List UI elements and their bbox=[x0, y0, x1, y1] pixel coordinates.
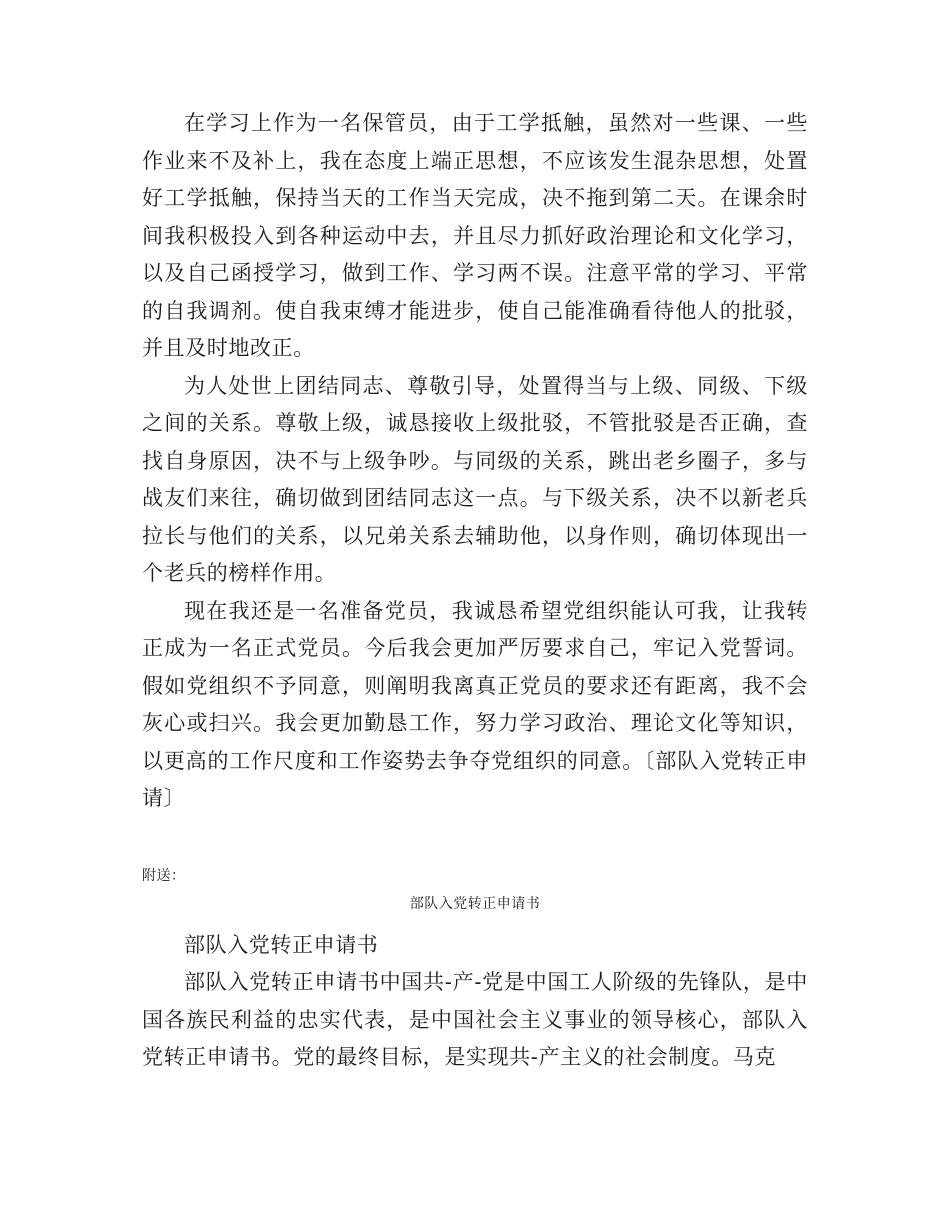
section-spacer bbox=[142, 818, 808, 866]
section-title: 部队入党转正申请书 bbox=[184, 932, 379, 957]
body-paragraph-conclusion: 现在我还是一名准备党员，我诚恳希望党组织能认可我，让我转正成为一名正式党员。今后我会更加严厉要求自己，牢记入党誓词。假如党组织不予同意，则阐明我离真正党员的要求还有距离，我不会灰心或扫兴。我会更加勤恳工作，努力学习政治、理论文化等知识，以更高的工作尺度和工作姿势去争夺党组织的同意。〔部队入党转正申请〕 bbox=[142, 598, 808, 810]
body-paragraph-study: 在学习上作为一名保管员，由于工学抵触，虽然对一些课、一些作业来不及补上，我在态度上端正思想，不应该发生混杂思想，处置好工学抵触，保持当天的工作当天完成，决不拖到第二天。在课余时间我积极投入到各种运动中去，并且尽力抓好政治理论和文化学习，以及自己函授学习，做到工作、学习两不误。注意平常的学习、平常的自我调剂。使自我束缚才能进步，使自己能准确看待他人的批驳，并且及时地改正。 bbox=[142, 111, 808, 360]
attachment-title: 部队入党转正申请书 bbox=[409, 895, 541, 912]
attachment-label: 附送： bbox=[142, 867, 186, 884]
document-page bbox=[142, 105, 808, 1077]
section-paragraph: 部队入党转正申请书中国共-产-党是中国工人阶级的先锋队，是中国各族民利益的忠实代表，是中国社会主义事业的领导核心，部队入党转正申请书。党的最终目标，是实现共-产主义的社会制度。马克 bbox=[142, 970, 808, 1069]
body-paragraph-relations: 为人处世上团结同志、尊敬引导，处置得当与上级、同级、下级之间的关系。尊敬上级，诚恳接收上级批驳，不管批驳是否正确，查找自身原因，决不与上级争吵。与同级的关系，跳出老乡圈子，多与战友们来往，确切做到团结同志这一点。与下级关系，决不以新老兵拉长与他们的关系，以兄弟关系去辅助他，以身作则，确切体现出一个老兵的榜样作用。 bbox=[142, 373, 808, 585]
